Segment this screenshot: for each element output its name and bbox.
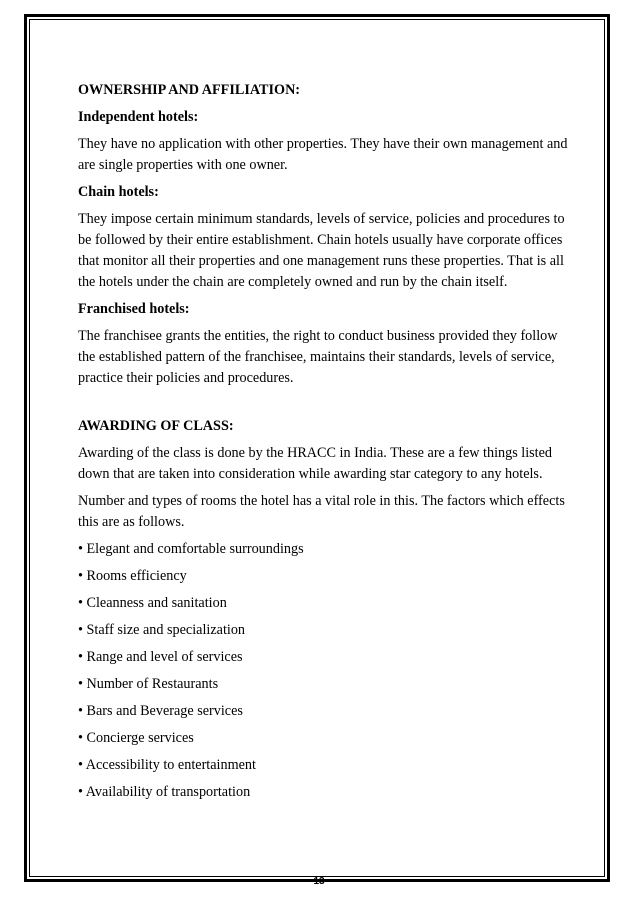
paragraph-independent-hotels: They have no application with other properties. They have their own management and are single properties with one owner. (78, 136, 568, 173)
list-item: • Range and level of services (78, 649, 243, 665)
list-item: • Number of Restaurants (78, 676, 219, 692)
subheading-independent-hotels: Independent hotels: (78, 109, 199, 125)
paragraph-awarding-factors: Number and types of rooms the hotel has a vital role in this. The factors which effects this are as follows. (78, 493, 565, 530)
paragraph-chain-hotels: They impose certain minimum standards, levels of service, policies and procedures to be followed by their entire establishment. Chain hotels usually have corporate offices that monitor all their properties and one management runs these properties. That is all the hotels under the chain are completely owned and run by the chain itself. (78, 211, 565, 290)
list-item: • Accessibility to entertainment (78, 757, 256, 773)
list-item: • Concierge services (78, 730, 194, 746)
section-title-awarding-class: AWARDING OF CLASS: (78, 418, 234, 434)
section-title-ownership: OWNERSHIP AND AFFILIATION: (78, 82, 301, 98)
list-item: • Staff size and specialization (78, 622, 246, 638)
paragraph-franchised-hotels: The franchisee grants the entities, the right to conduct business provided they follow the established pattern of the franchisee, maintains their standards, levels of service, practice their policies and procedures. (78, 328, 558, 386)
paragraph-awarding-intro: Awarding of the class is done by the HRACC in India. These are a few things listed down that are taken into consideration while awarding star category to any hotels. (78, 445, 553, 482)
subheading-chain-hotels: Chain hotels: (78, 184, 159, 200)
list-item: • Rooms efficiency (78, 568, 187, 584)
document-body (78, 80, 578, 809)
list-item: • Elegant and comfortable surroundings (78, 541, 304, 557)
list-item: • Bars and Beverage services (78, 703, 243, 719)
list-item: • Availability of transportation (78, 784, 251, 800)
page-number: 13 (313, 876, 325, 887)
subheading-franchised-hotels: Franchised hotels: (78, 301, 190, 317)
list-item: • Cleanness and sanitation (78, 595, 227, 611)
